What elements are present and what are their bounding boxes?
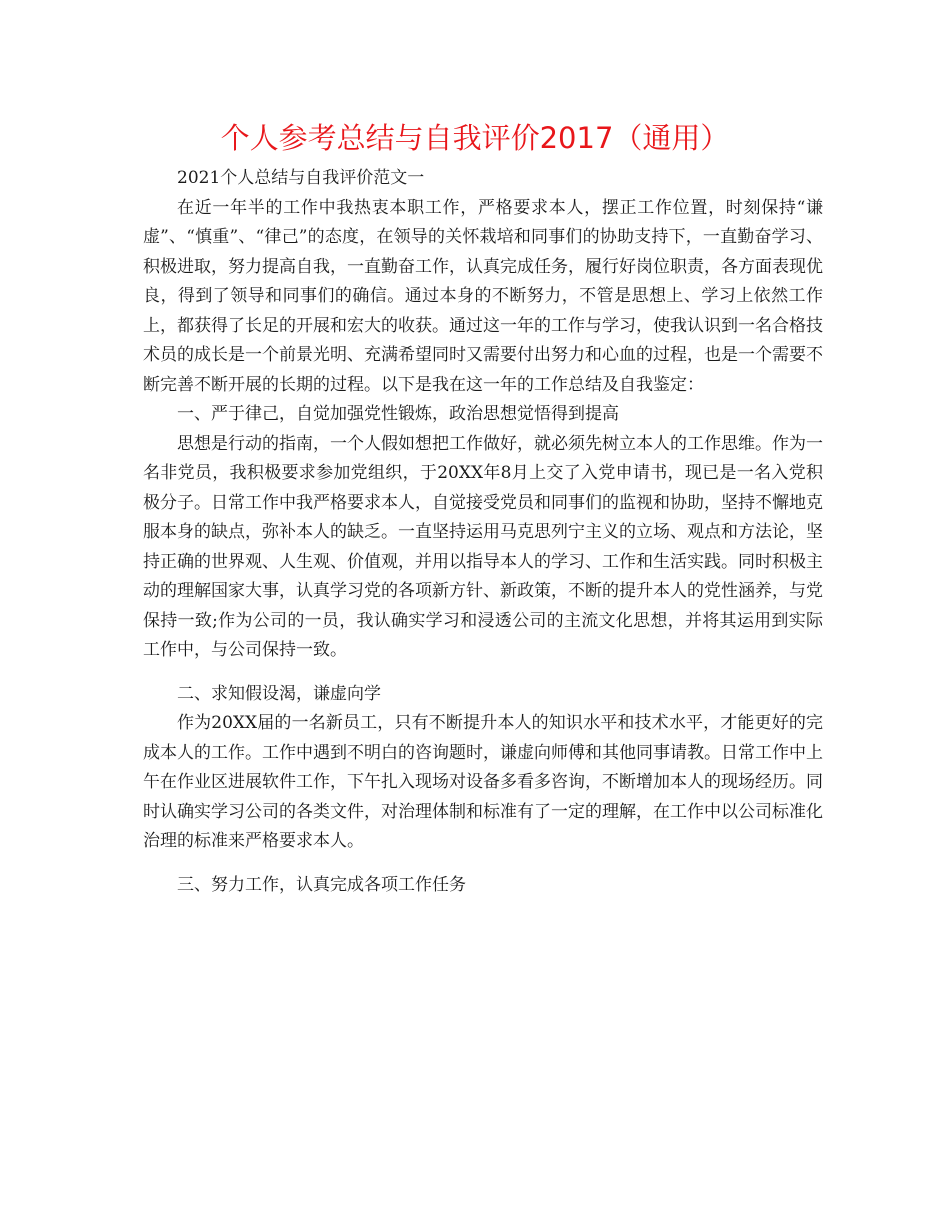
section-2-heading: 二、求知假设渴，谦虚向学 — [177, 683, 381, 704]
document-subtitle: 2021个人总结与自我评价范文一 — [177, 168, 425, 188]
section-spacer — [143, 666, 823, 680]
section-1-heading: 一、严于律己，自觉加强党性锻炼，政治思想觉悟得到提高 — [177, 404, 619, 424]
section-3-heading: 三、努力工作，认真完成各项工作任务 — [177, 874, 466, 895]
section-2-paragraph: 作为20XX届的一名新员工，只有不断提升本人的知识水平和技术水平，才能更好的完成本人的工作。工作中遇到不明白的咨询题时，谦虚向师傅和其他同事请教。日常工作中上午在作业区进展软件工作，下午扎入现场对设备多看多咨询，不断增加本人的现场经历。同时认确实学习公司的各类文件，对治理体制和标准有了一定的理解，在工作中以公司标准化治理的标准来严格要求本人。 — [143, 713, 823, 851]
document-title: 个人参考总结与自我评价2017（通用） — [220, 121, 730, 155]
intro-paragraph: 在近一年半的工作中我热衷本职工作，严格要求本人，摆正工作位置，时刻保持“谦虚”、“慎重”、“律己”的态度，在领导的关怀栽培和同事们的协助支持下，一直勤奋学习、积极进取，努力提高自我，一直勤奋工作，认真完成任务，履行好岗位职责，各方面表现优良，得到了领导和同事们的确信。通过本身的不断努力，不管是思想上、学习上依然工作上，都获得了长足的开展和宏大的收获。通过这一年的工作与学习，使我认识到一名合格技术员的成长是一个前景光明、充满希望同时又需要付出努力和心血的过程，也是一个需要不断完善不断开展的长期的过程。以下是我在这一年的工作总结及自我鉴定： — [143, 197, 823, 395]
section-1-paragraph: 思想是行动的指南，一个人假如想把工作做好，就必须先树立本人的工作思维。作为一名非党员，我积极要求参加党组织，于20XX年8月上交了入党申请书，现已是一名入党积极分子。日常工作中我严格要求本人，自觉接受党员和同事们的监视和协助，坚持不懈地克服本身的缺点，弥补本人的缺乏。一直坚持运用马克思列宁主义的立场、观点和方法论，坚持正确的世界观、人生观、价值观，并用以指导本人的学习、工作和生活实践。同时积极主动的理解国家大事，认真学习党的各项新方针、新政策，不断的提升本人的党性涵养，与党保持一致;作为公司的一员，我认确实学习和浸透公司的主流文化思想，并将其运用到实际工作中，与公司保持一致。 — [143, 433, 823, 660]
document-body — [143, 164, 823, 900]
section-spacer — [143, 857, 823, 871]
